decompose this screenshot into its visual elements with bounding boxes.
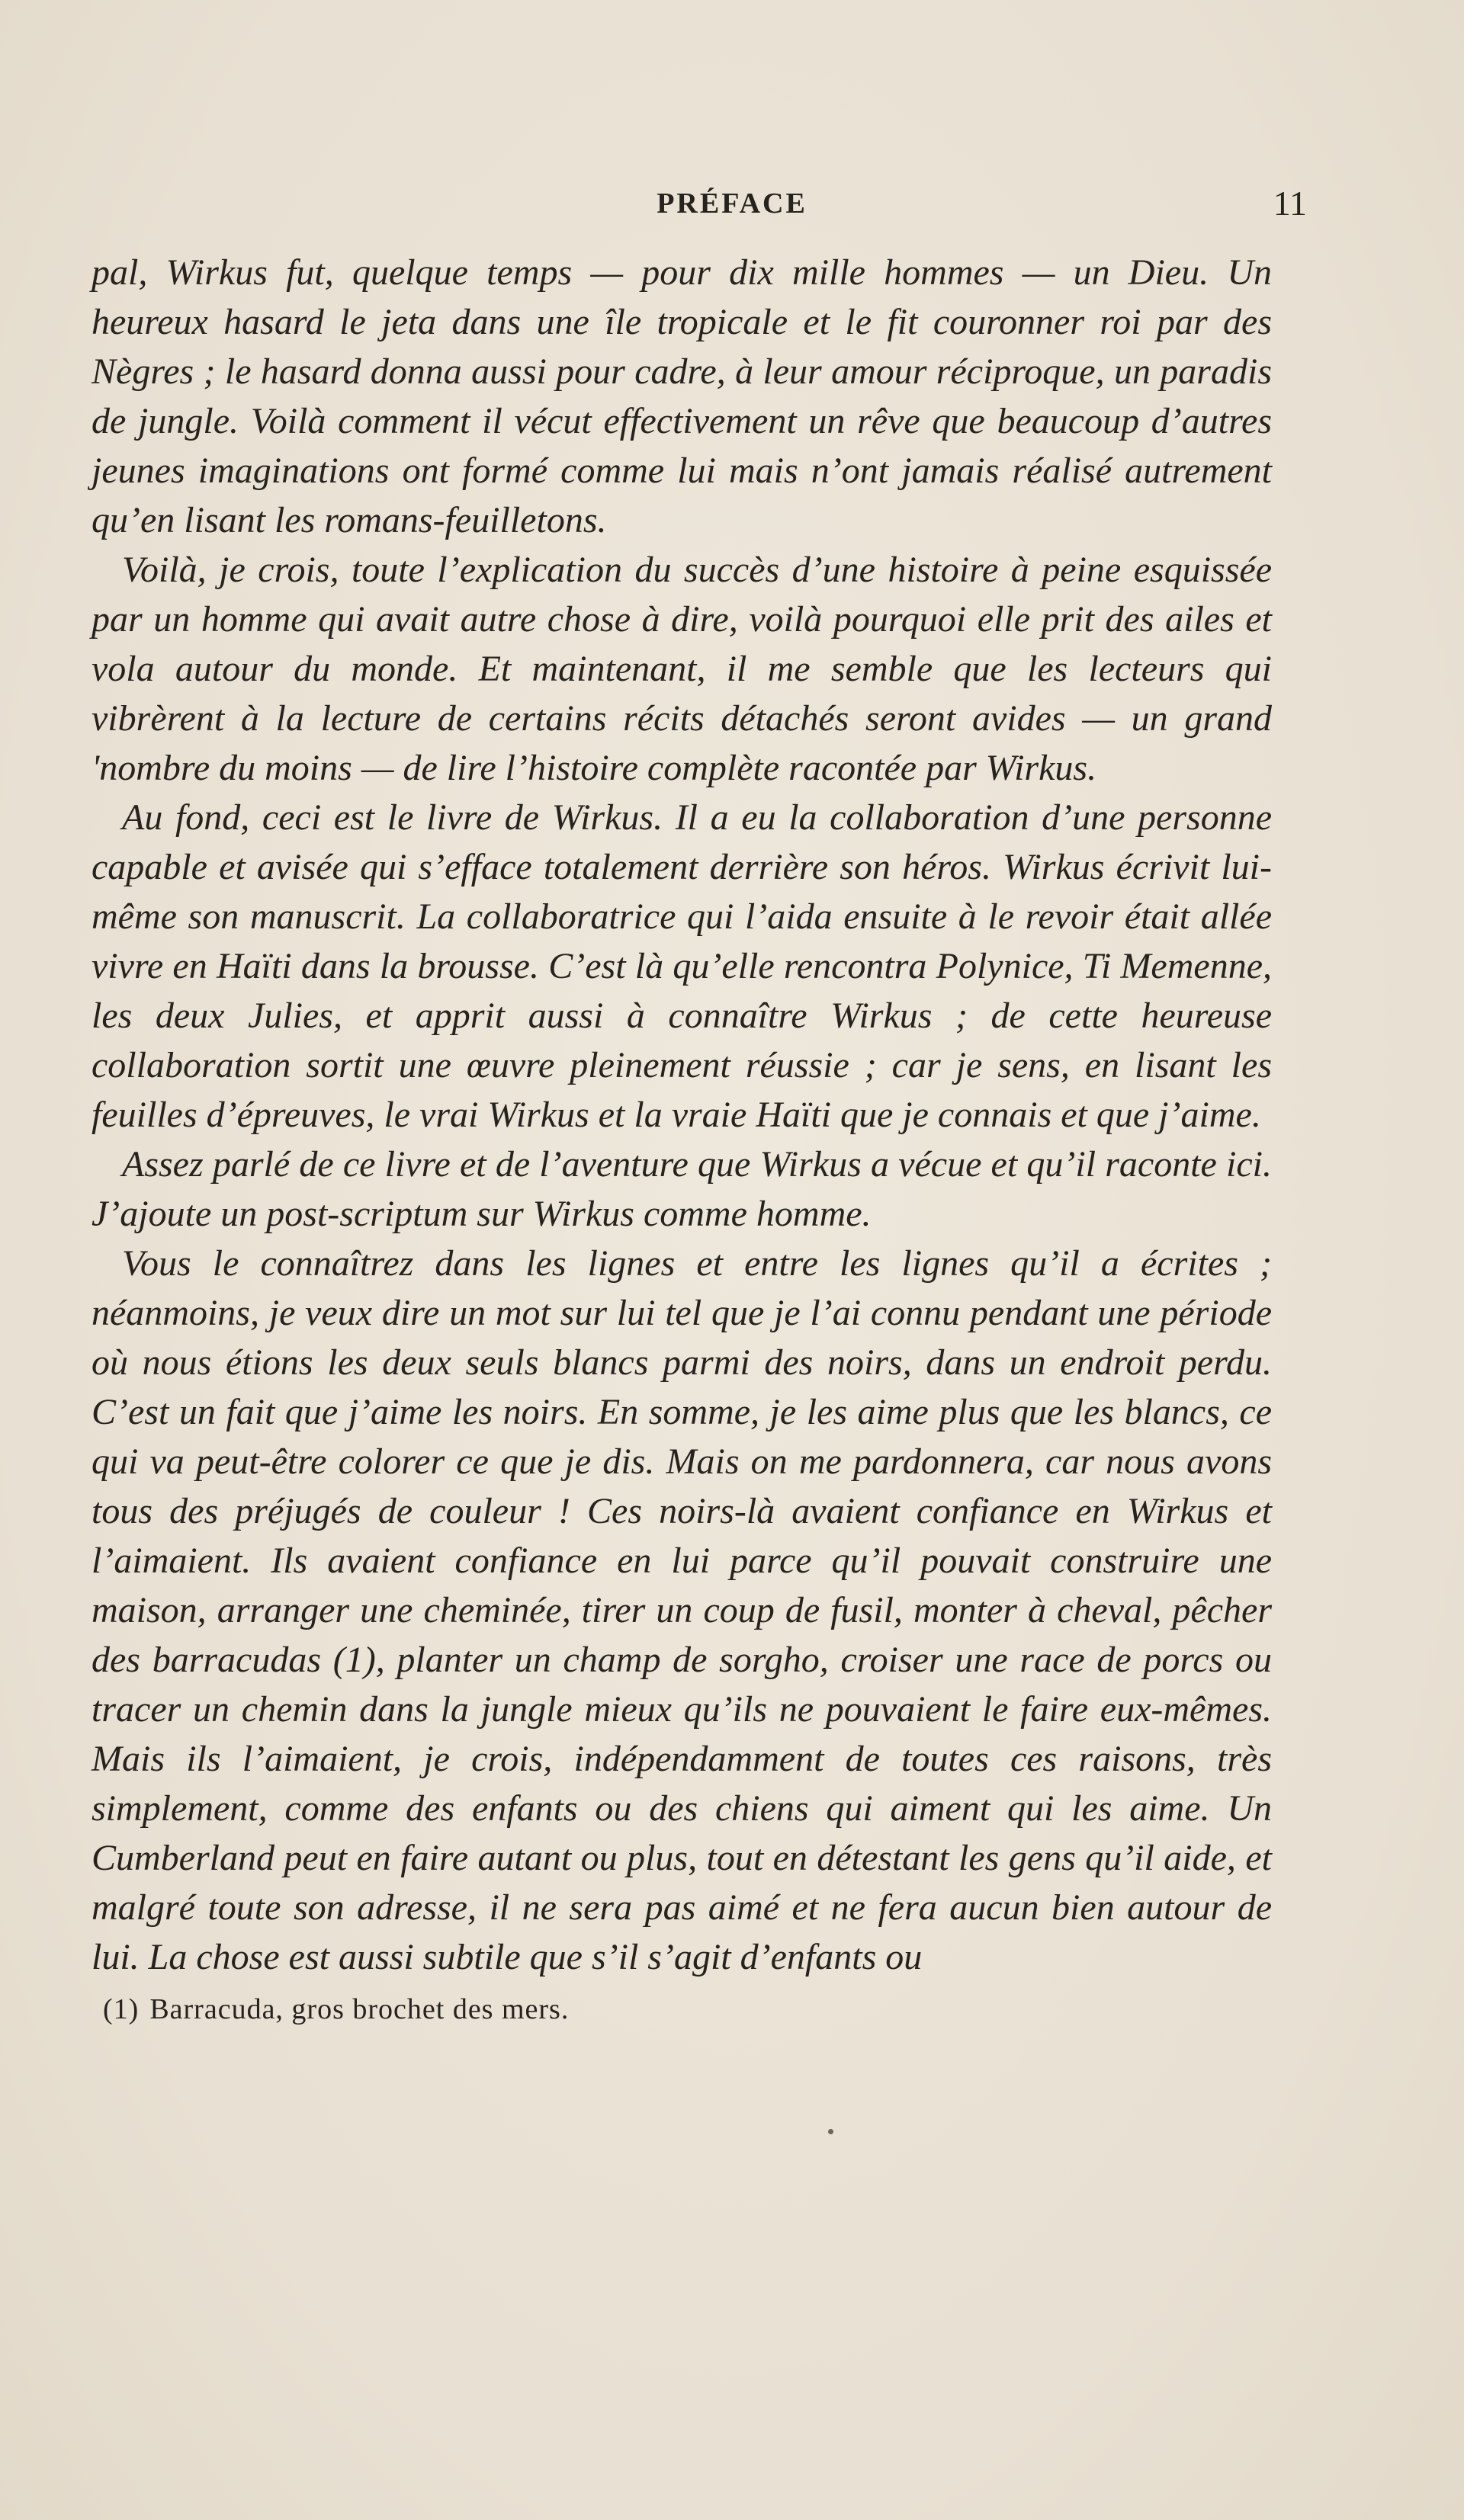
body-text [92, 248, 1272, 1982]
page-number: 11 [1273, 184, 1307, 223]
paragraph: Voilà, je crois, toute l’explication du succès d’une histoire à peine esquissée par un homme qui avait autre chose à dire, voilà pourquoi elle prit des ailes et vola autour du monde. Et maintenant, il me semble que les lecteurs qui vibrèrent à la lecture de certains récits détachés seront avides — un grand 'nombre du moins — de lire l’histoire complète racontée par Wirkus. [92, 550, 1272, 788]
running-head: PRÉFACE [657, 188, 807, 220]
footnote-number: (1) [103, 1993, 140, 2025]
footnote-text: Barracuda, gros brochet des mers. [149, 1993, 570, 2025]
page-header [0, 177, 1464, 230]
paper-speck [828, 2129, 833, 2134]
paragraph: Au fond, ceci est le livre de Wirkus. Il a eu la collaboration d’une personne capable et avisée qui s’efface totalement derrière son héros. Wirkus écrivit lui-même son manuscrit. La collaboratrice qui l’aida ensuite à le revoir était allée vivre en Haïti dans la brousse. C’est là qu’elle rencontra Polynice, Ti Memenne, les deux Julies, et apprit aussi à connaître Wirkus ; de cette heureuse collaboration sortit une œuvre pleinement réussie ; car je sens, en lisant les feuilles d’épreuves, le vrai Wirkus et la vraie Haïti que je connais et que j’aime. [92, 797, 1272, 1135]
paragraph: Assez parlé de ce livre et de l’aventure que Wirkus a vécue et qu’il raconte ici. J’ajoute un post-scriptum sur Wirkus comme homme. [92, 1144, 1272, 1234]
footnote [103, 1988, 1247, 2031]
paragraph: Vous le connaîtrez dans les lignes et entre les lignes qu’il a écrites ; néanmoins, je veux dire un mot sur lui tel que je l’ai connu pendant une période où nous étions les deux seuls blancs parmi des noirs, dans un endroit perdu. C’est un fait que j’aime les noirs. En somme, je les aime plus que les blancs, ce qui va peut-être colorer ce que je dis. Mais on me pardonnera, car nous avons tous des préjugés de couleur ! Ces noirs-là avaient confiance en Wirkus et l’aimaient. Ils avaient confiance en lui parce qu’il pouvait construire une maison, arranger une cheminée, tirer un coup de fusil, monter à cheval, pêcher des barracudas (1), planter un champ de sorgho, croiser une race de porcs ou tracer un chemin dans la jungle mieux qu’ils ne pouvaient le faire eux-mêmes. Mais ils l’aimaient, je crois, indépendamment de toutes ces raisons, très simplement, comme des enfants ou des chiens qui aiment qui les aime. Un Cumberland peut en faire autant ou plus, tout en détestant les gens qu’il aide, et malgré toute son adresse, il ne sera pas aimé et ne fera aucun bien autour de lui. La chose est aussi subtile que s’il s’agit d’enfants ou [92, 1243, 1272, 1977]
paragraph: pal, Wirkus fut, quelque temps — pour dix mille hommes — un Dieu. Un heureux hasard le jeta dans une île tropicale et le fit couronner roi par des Nègres ; le hasard donna aussi pour cadre, à leur amour réciproque, un paradis de jungle. Voilà comment il vécut effectivement un rêve que beaucoup d’autres jeunes imaginations ont formé comme lui mais n’ont jamais réalisé autrement qu’en lisant les romans-feuilletons. [92, 252, 1272, 540]
